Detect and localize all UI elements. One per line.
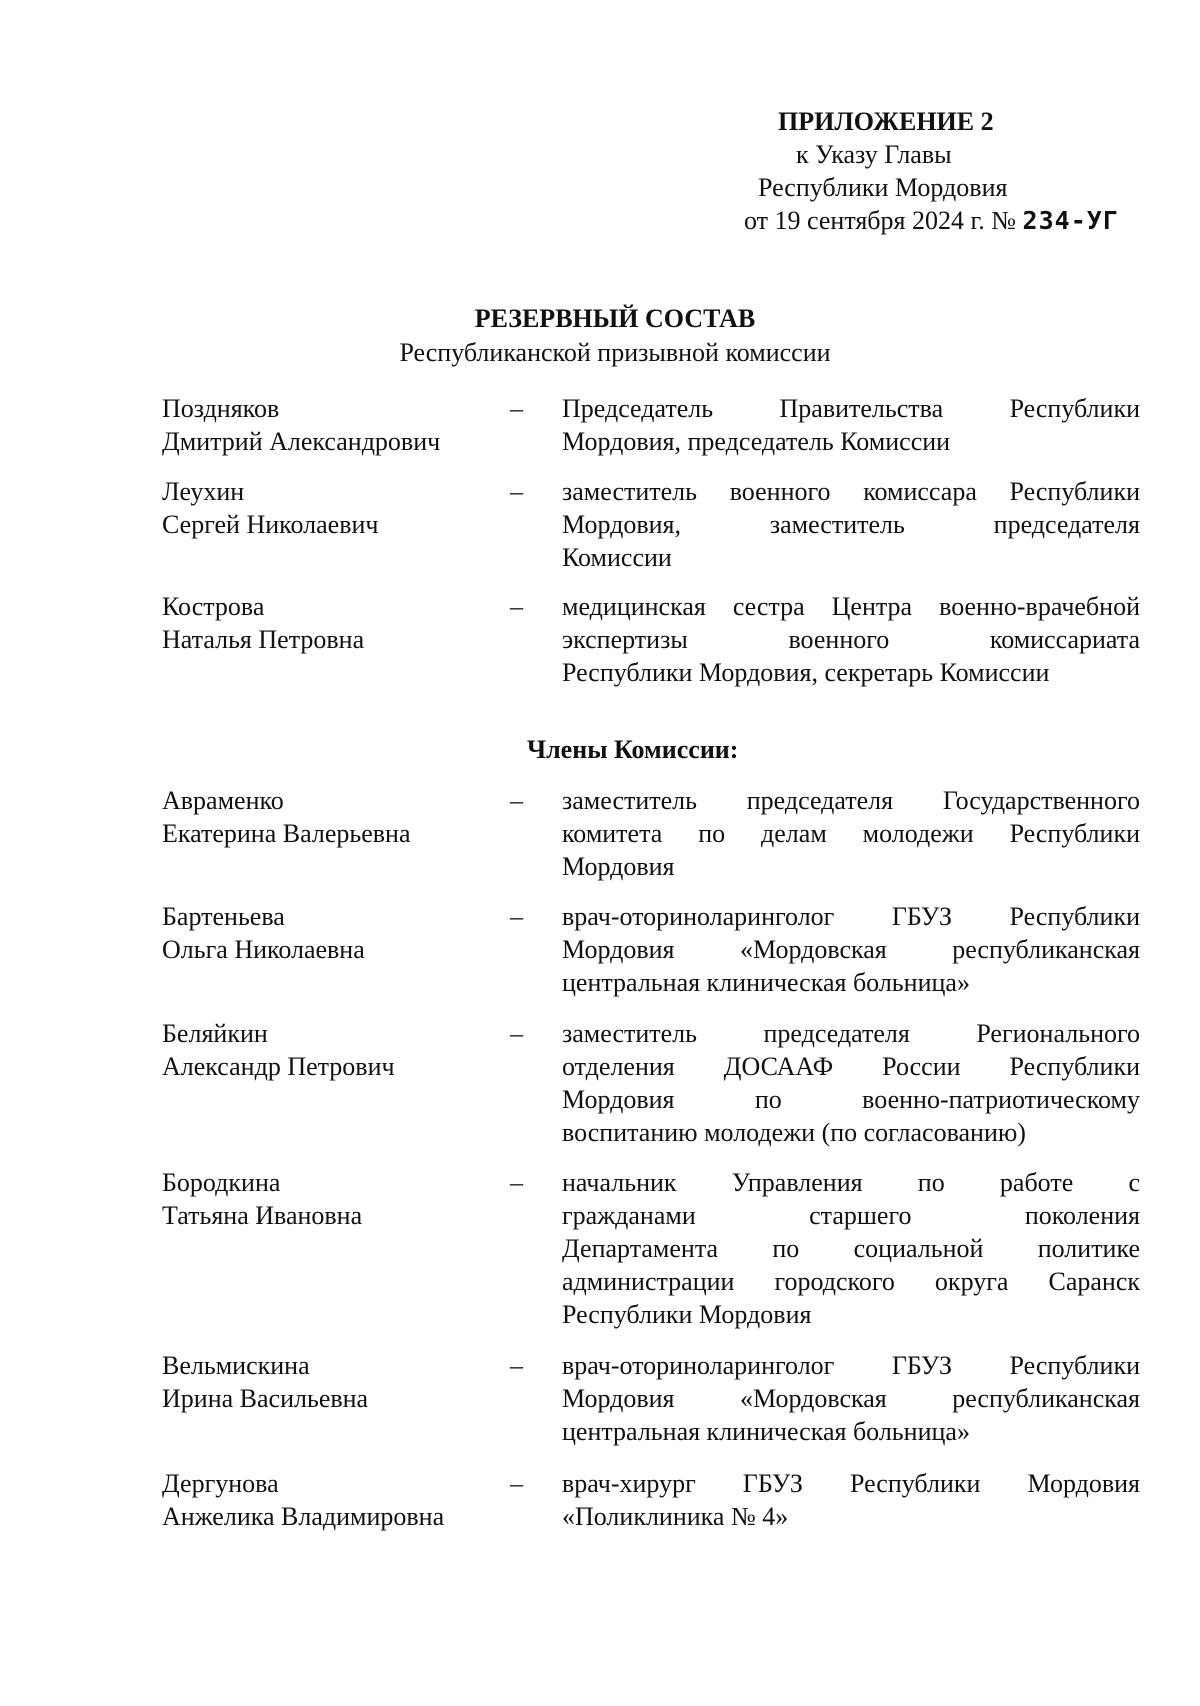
dash-separator: – — [510, 1351, 523, 1380]
person-surname: Беляйкин — [162, 1019, 268, 1048]
person-name — [162, 475, 492, 541]
appendix-line-decree: к Указу Главы — [796, 140, 952, 169]
position-line: экспертизы военного комиссариата — [562, 625, 1140, 654]
dash-separator: – — [510, 1469, 523, 1498]
position-line: Председатель Правительства Республики — [562, 394, 1140, 423]
person-name — [162, 1166, 492, 1232]
position-description — [562, 1166, 1140, 1331]
position-line: заместитель председателя Государственного — [562, 786, 1140, 815]
appendix-decree-number: 234-УГ — [1022, 206, 1119, 235]
person-surname: Бородкина — [162, 1168, 281, 1197]
position-description — [562, 900, 1140, 999]
document-title: РЕЗЕРВНЫЙ СОСТАВ — [474, 304, 756, 333]
dash-separator: – — [510, 1168, 523, 1197]
position-line: Мордовия, председатель Комиссии — [562, 427, 951, 456]
appendix-block — [720, 105, 1140, 237]
person-given-name: Наталья Петровна — [162, 625, 365, 654]
position-line: медицинская сестра Центра военно-врачебной — [562, 592, 1140, 621]
position-line: Комиссии — [562, 543, 672, 572]
position-description — [562, 784, 1140, 883]
appendix-line-republic: Республики Мордовия — [758, 173, 1008, 202]
person-surname: Кострова — [162, 592, 265, 621]
person-given-name: Александр Петрович — [162, 1052, 395, 1081]
appendix-line-date — [744, 204, 1140, 237]
position-line: Республики Мордовия — [562, 1300, 812, 1329]
person-name — [162, 1467, 492, 1533]
person-surname: Поздняков — [162, 394, 280, 423]
person-name — [162, 900, 492, 966]
person-given-name: Татьяна Ивановна — [162, 1201, 363, 1230]
dash-separator: – — [510, 1019, 523, 1048]
position-line: Департамента по социальной политике — [562, 1234, 1140, 1263]
person-surname: Вельмискина — [162, 1351, 310, 1380]
person-surname: Дергунова — [162, 1469, 279, 1498]
dash-separator: – — [510, 394, 523, 423]
position-line: гражданами старшего поколения — [562, 1201, 1140, 1230]
position-line: заместитель председателя Регионального — [562, 1019, 1140, 1048]
position-description — [562, 1349, 1140, 1448]
position-description — [562, 392, 1140, 458]
person-name — [162, 1017, 492, 1083]
position-line: администрации городского округа Саранск — [562, 1267, 1140, 1296]
document-subtitle: Республиканской призывной комиссии — [399, 338, 831, 367]
dash-separator: – — [510, 477, 523, 506]
position-line: Республики Мордовия, секретарь Комиссии — [562, 658, 1050, 687]
position-description — [562, 475, 1140, 574]
position-line: Мордовия «Мордовская республиканская — [562, 1384, 1140, 1413]
person-surname: Леухин — [162, 477, 245, 506]
person-name — [162, 392, 492, 458]
position-line: начальник Управления по работе с — [562, 1168, 1140, 1197]
appendix-date: от 19 сентября 2024 г. № — [744, 206, 1023, 235]
position-line: «Поликлиника № 4» — [562, 1502, 789, 1531]
position-line: Мордовия, заместитель председателя — [562, 510, 1140, 539]
person-given-name: Сергей Николаевич — [162, 510, 379, 539]
position-line: комитета по делам молодежи Республики — [562, 819, 1140, 848]
position-line: воспитанию молодежи (по согласованию) — [562, 1118, 1026, 1147]
position-line: врач-оториноларинголог ГБУЗ Республики — [562, 1351, 1140, 1380]
dash-separator: – — [510, 592, 523, 621]
person-given-name: Анжелика Владимировна — [162, 1502, 445, 1531]
dash-separator: – — [510, 902, 523, 931]
dash-separator: – — [510, 786, 523, 815]
person-surname: Бартеньева — [162, 902, 285, 931]
position-line: Мордовия — [562, 852, 675, 881]
position-line: заместитель военного комиссара Республики — [562, 477, 1140, 506]
person-name — [162, 590, 492, 656]
person-given-name: Дмитрий Александрович — [162, 427, 441, 456]
person-name — [162, 1349, 492, 1415]
person-given-name: Екатерина Валерьевна — [162, 819, 411, 848]
appendix-title: ПРИЛОЖЕНИЕ 2 — [778, 107, 994, 136]
person-surname: Авраменко — [162, 786, 284, 815]
position-line: центральная клиническая больница» — [562, 1417, 970, 1446]
position-line: Мордовия «Мордовская республиканская — [562, 935, 1140, 964]
person-name — [162, 784, 492, 850]
position-line: отделения ДОСААФ России Республики — [562, 1052, 1140, 1081]
position-description — [562, 1467, 1140, 1533]
position-description — [562, 1017, 1140, 1149]
position-line: врач-оториноларинголог ГБУЗ Республики — [562, 902, 1140, 931]
members-heading: Члены Комиссии: — [527, 735, 739, 764]
person-given-name: Ирина Васильевна — [162, 1384, 369, 1413]
position-line: врач-хирург ГБУЗ Республики Мордовия — [562, 1469, 1140, 1498]
position-description — [562, 590, 1140, 689]
person-given-name: Ольга Николаевна — [162, 935, 365, 964]
position-line: центральная клиническая больница» — [562, 968, 970, 997]
position-line: Мордовия по военно-патриотическому — [562, 1085, 1140, 1114]
